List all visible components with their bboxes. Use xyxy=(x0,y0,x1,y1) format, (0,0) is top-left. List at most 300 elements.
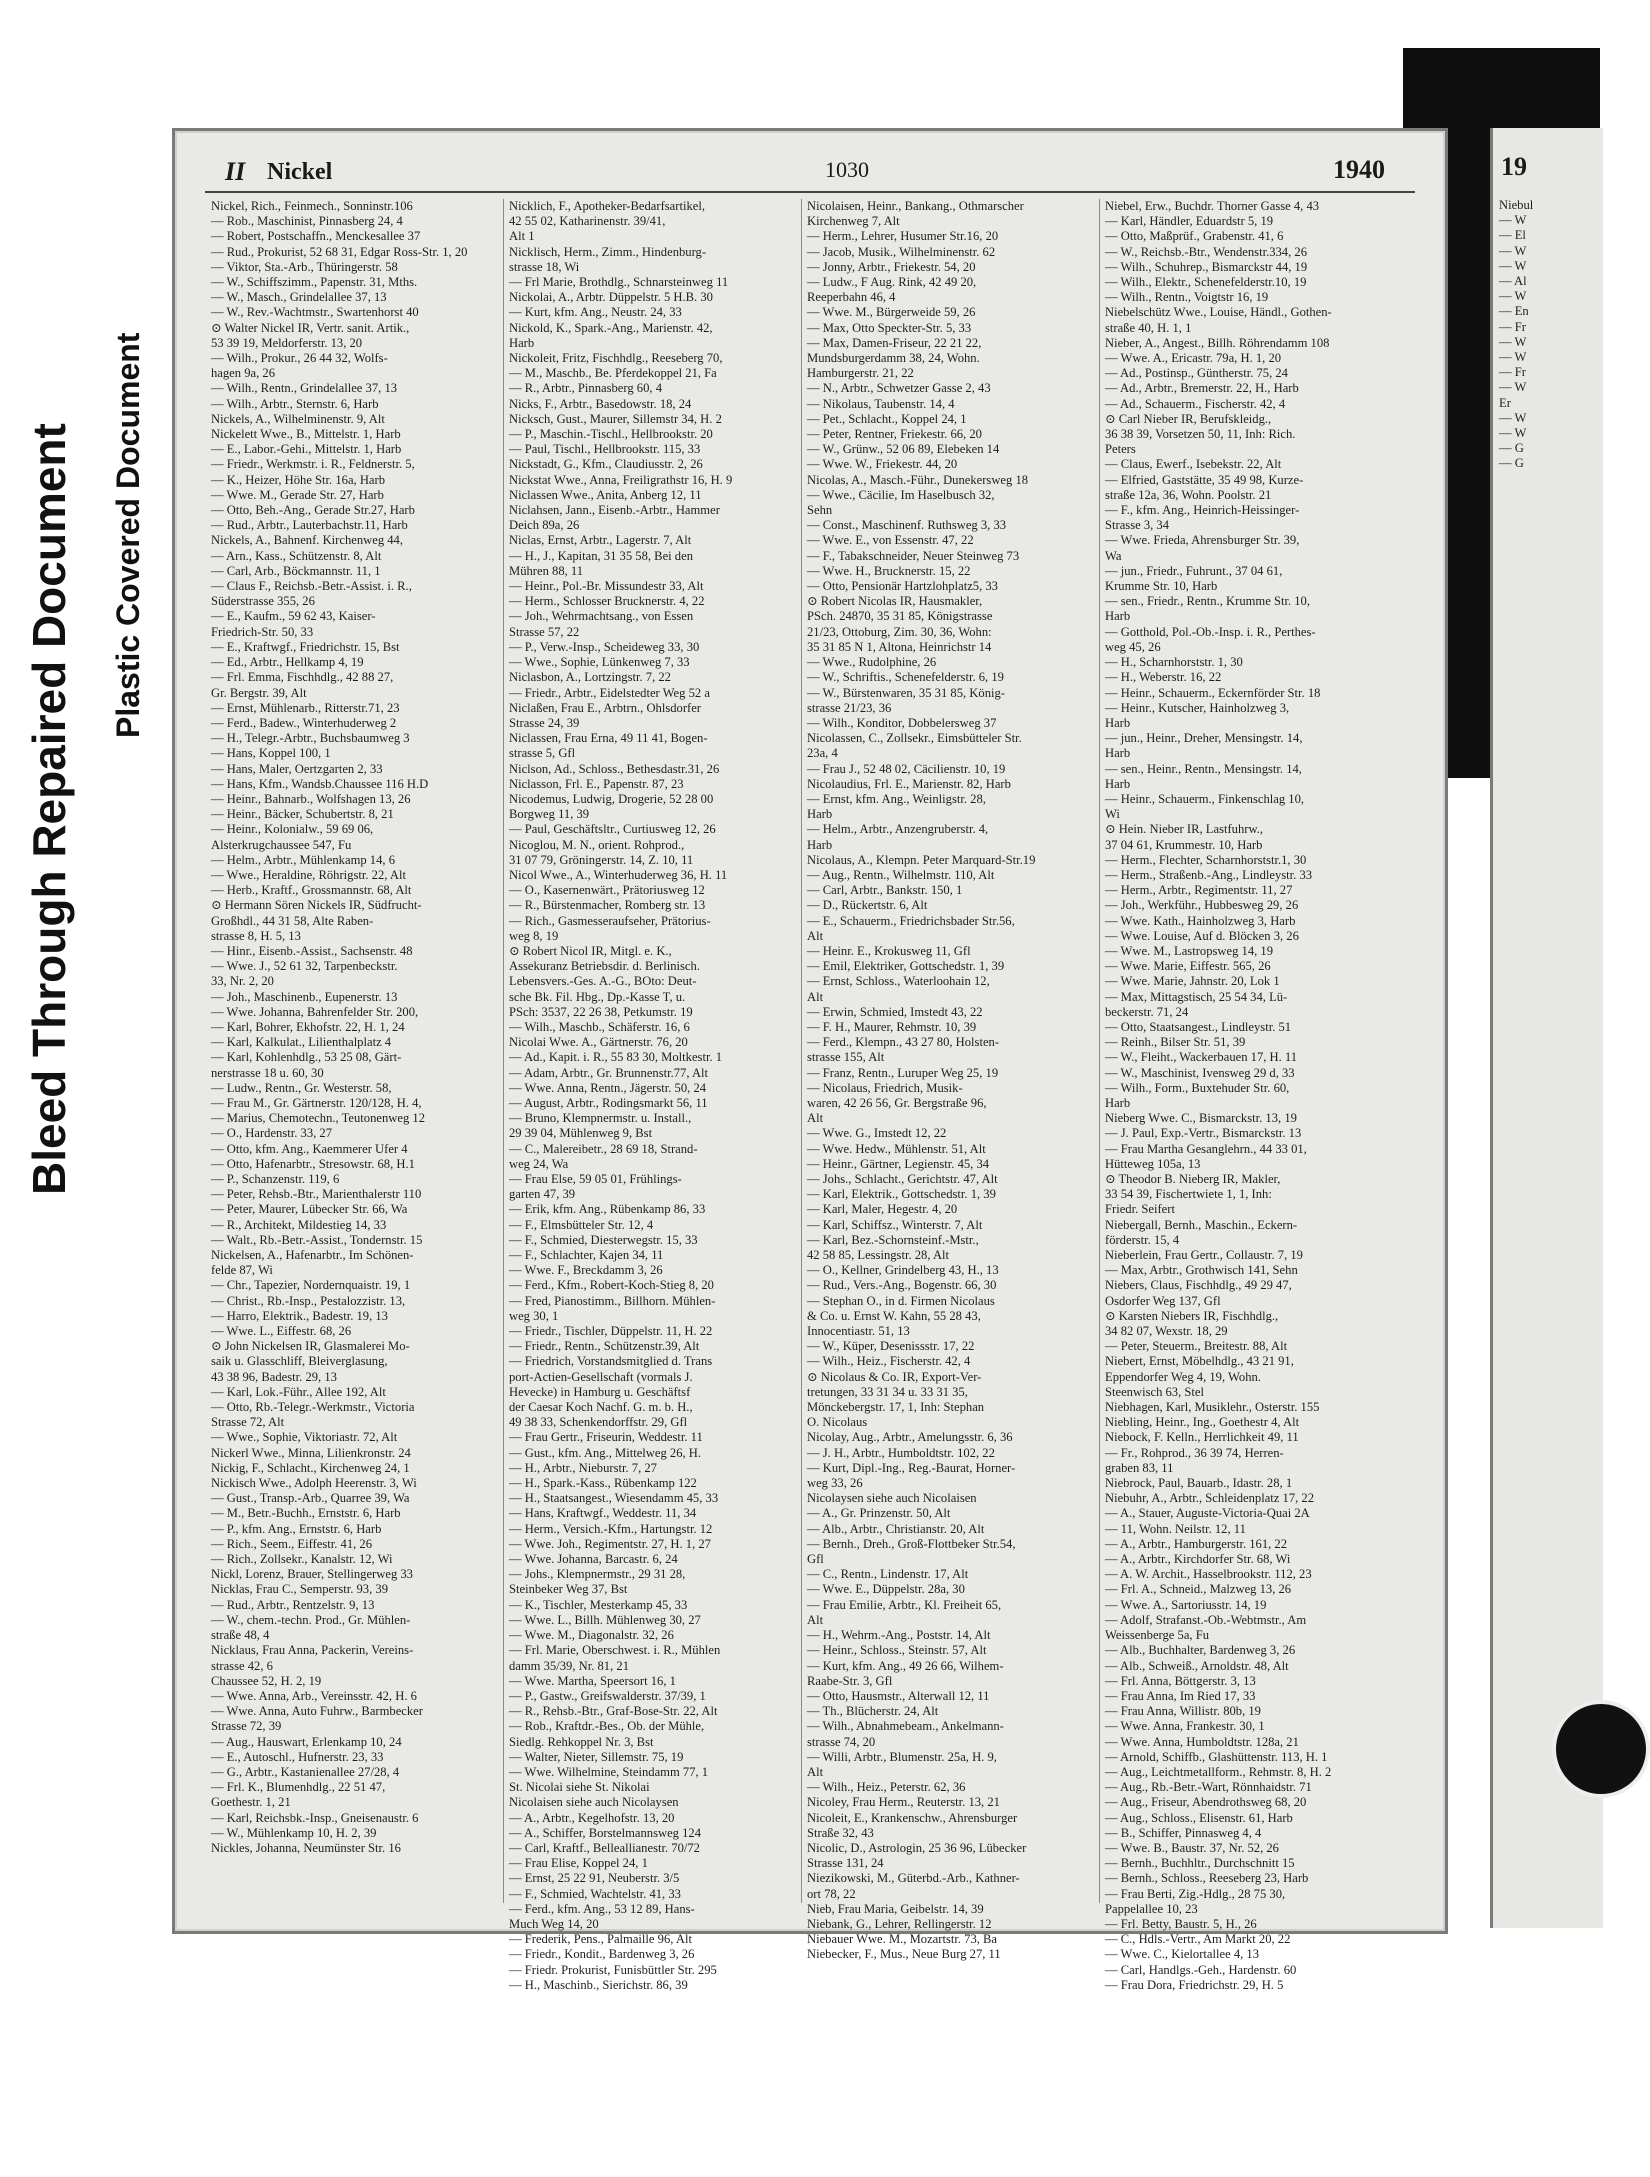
directory-entry: Nickisch Wwe., Adolph Heerenstr. 3, Wi xyxy=(211,1476,417,1491)
directory-entry: — K., Heizer, Höhe Str. 16a, Harb xyxy=(211,472,386,487)
directory-entry: — Ernst, 25 22 91, Neuberstr. 3/5 xyxy=(509,1871,680,1886)
directory-entry: Much Weg 14, 20 xyxy=(509,1916,599,1931)
directory-entry: — Frl. Betty, Baustr. 5, H., 26 xyxy=(1105,1916,1257,1931)
directory-entry: Nicklaus, Frau Anna, Packerin, Vereins- xyxy=(211,1643,414,1658)
directory-entry: — Wwe. J., 52 61 32, Tarpenbeckstr. xyxy=(211,959,398,974)
directory-entry: — Jacob, Musik., Wilhelminenstr. 62 xyxy=(807,244,996,259)
directory-column-3 xyxy=(807,199,1095,1962)
directory-entry: O. Nicolaus xyxy=(807,1415,868,1430)
directory-entry: — Wilh., Elektr., Schenefelderstr.10, 19 xyxy=(1105,275,1307,290)
directory-entry: Großhdl., 44 31 58, Alte Raben- xyxy=(211,913,374,928)
directory-entry: — A., Gr. Prinzenstr. 50, Alt xyxy=(807,1506,951,1521)
directory-entry: — W., Schiffszimm., Papenstr. 31, Mths. xyxy=(211,275,418,290)
directory-entry: — B., Schiffer, Pinnasweg 4, 4 xyxy=(1105,1825,1262,1840)
page-content xyxy=(205,151,1415,1992)
directory-entry: — P., kfm. Ang., Ernststr. 6, Harb xyxy=(211,1521,382,1536)
directory-entry: — Herb., Kraftf., Grossmannstr. 68, Alt xyxy=(211,883,412,898)
directory-entry: Niebel, Erw., Buchdr. Thorner Gasse 4, 43 xyxy=(1105,199,1320,213)
directory-entry: — O., Kellner, Grindelberg 43, H., 13 xyxy=(807,1263,999,1278)
directory-entry: Mundsburgerdamm 38, 24, Wohn. xyxy=(807,351,980,366)
directory-entry: — Ferd., kfm. Ang., 53 12 89, Hans- xyxy=(509,1901,695,1916)
directory-entry: — Wwe. M., Gerade Str. 27, Harb xyxy=(211,487,384,502)
directory-entry: Harb xyxy=(1105,609,1131,624)
directory-entry: strasse 8, H. 5, 13 xyxy=(211,928,301,943)
directory-entry: Friedr. Seifert xyxy=(1105,1202,1175,1217)
directory-entry: Niclasbon, A., Lortzingstr. 7, 22 xyxy=(509,670,671,685)
directory-entry: Nicolaisen siehe auch Nicolaysen xyxy=(509,1795,679,1810)
directory-entry: Niebert, Ernst, Möbelhdlg., 43 21 91, xyxy=(1105,1354,1294,1369)
directory-entry: 37 04 61, Krummestr. 10, Harb xyxy=(1105,837,1263,852)
directory-entry: Nicoley, Frau Herm., Reuterstr. 13, 21 xyxy=(807,1795,1000,1810)
directory-entry: waren, 42 26 56, Gr. Bergstraße 96, xyxy=(807,1095,987,1110)
directory-entry: Nicklich, F., Apotheker-Bedarfsartikel, xyxy=(509,199,705,213)
directory-entry: Steinbeker Weg 37, Bst xyxy=(509,1582,628,1597)
directory-entry: — H., Telegr.-Arbtr., Buchsbaumweg 3 xyxy=(211,731,410,746)
directory-entry: — Heinr., Schauerm., Eckernförder Str. 18 xyxy=(1105,685,1321,700)
directory-entry: — Frau Anna, Im Ried 17, 33 xyxy=(1105,1688,1256,1703)
directory-entry: — A., Stauer, Auguste-Victoria-Quai 2A xyxy=(1105,1506,1310,1521)
directory-entry: Nickstat Wwe., Anna, Freiligrathstr 16, H. 9 xyxy=(509,472,733,487)
directory-entry: Niclas, Ernst, Arbtr., Lagerstr. 7, Alt xyxy=(509,533,692,548)
directory-entry: — F., Tabakschneider, Neuer Steinweg 73 xyxy=(807,548,1020,563)
directory-entry: 33, Nr. 2, 20 xyxy=(211,974,274,989)
library-stamp xyxy=(1552,1700,1650,1798)
directory-entry: — Ed., Arbtr., Hellkamp 4, 19 xyxy=(211,655,364,670)
directory-entry: der Caesar Koch Nachf. G. m. b. H., xyxy=(509,1400,693,1415)
directory-entry: saik u. Glasschliff, Bleiverglasung, xyxy=(211,1354,388,1369)
directory-entry: Niebhagen, Karl, Musiklehr., Osterstr. 155 xyxy=(1105,1400,1320,1415)
directory-entry: St. Nicolai siehe St. Nikolai xyxy=(509,1780,650,1795)
directory-entry: Steenwisch 63, Stel xyxy=(1105,1384,1204,1399)
directory-entry: — P., Verw.-Insp., Scheideweg 33, 30 xyxy=(509,639,700,654)
directory-entry: straße 48, 4 xyxy=(211,1628,270,1643)
directory-entry: Krumme Str. 10, Harb xyxy=(1105,579,1218,594)
directory-entry: — Carl, Arbtr., Bankstr. 150, 1 xyxy=(807,883,963,898)
directory-entry: — Wwe. Johanna, Barcastr. 6, 24 xyxy=(509,1552,678,1567)
adjacent-entry: — W xyxy=(1499,410,1527,425)
directory-entry: — Aug., Schloss., Elisenstr. 61, Harb xyxy=(1105,1810,1293,1825)
directory-entry: — Arn., Kass., Schützenstr. 8, Alt xyxy=(211,548,382,563)
directory-entry: — Ernst, Schloss., Waterloohain 12, xyxy=(807,974,990,989)
directory-entry: — Wwe. C., Kielortallee 4, 13 xyxy=(1105,1947,1260,1962)
directory-entry: — Wwe. Anna, Auto Fuhrw., Barmbecker xyxy=(211,1704,423,1719)
directory-entry: — Wwe. F., Breckdamm 3, 26 xyxy=(509,1263,663,1278)
directory-entry: — E., Kraftwgf., Friedrichstr. 15, Bst xyxy=(211,639,400,654)
directory-entry: 42 55 02, Katharinenstr. 39/41, xyxy=(509,214,666,229)
directory-entry: Niebrock, Paul, Bauarb., Idastr. 28, 1 xyxy=(1105,1476,1293,1491)
directory-entry: — Karl, Reichsbk.-Insp., Gneisenaustr. 6 xyxy=(211,1810,419,1825)
directory-entry: Hütteweg 105a, 13 xyxy=(1105,1156,1201,1171)
directory-entry: garten 47, 39 xyxy=(509,1187,576,1202)
directory-entry: — A., Arbtr., Kirchdorfer Str. 68, Wi xyxy=(1105,1552,1291,1567)
directory-entry: Strasse 72, 39 xyxy=(211,1719,282,1734)
directory-entry: — Frau Emilie, Arbtr., Kl. Freiheit 65, xyxy=(807,1597,1002,1612)
directory-entry: Harb xyxy=(509,335,535,350)
directory-entry: — 11, Wohn. Neilstr. 12, 11 xyxy=(1105,1521,1246,1536)
directory-entry: — Herm., Straßenb.-Ang., Lindleystr. 33 xyxy=(1105,867,1313,882)
directory-entry: — Wwe. Marie, Jahnstr. 20, Lok 1 xyxy=(1105,974,1280,989)
directory-entry: Mönckebergstr. 17, 1, Inh: Stephan xyxy=(807,1400,985,1415)
directory-entry: — H., Spark.-Kass., Rübenkamp 122 xyxy=(509,1476,697,1491)
directory-entry: — Otto, Hausmstr., Alterwall 12, 11 xyxy=(807,1688,990,1703)
directory-entry: Reeperbahn 46, 4 xyxy=(807,290,896,305)
directory-entry: — Karl, Lok.-Führ., Allee 192, Alt xyxy=(211,1384,386,1399)
directory-entry: — Heinr. E., Krokusweg 11, Gfl xyxy=(807,943,971,958)
directory-entry: — Aug., Leichtmetallform., Rehmstr. 8, H. 2 xyxy=(1105,1764,1332,1779)
directory-entry: Nieb, Frau Maria, Geibelstr. 14, 39 xyxy=(807,1901,984,1916)
directory-entry: — Wwe. Anna, Arb., Vereinsstr. 42, H. 6 xyxy=(211,1688,417,1703)
directory-entry: — Christ., Rb.-Insp., Pestalozzistr. 13, xyxy=(211,1293,406,1308)
directory-entry: 34 82 07, Wexstr. 18, 29 xyxy=(1105,1324,1228,1339)
directory-entry: — F., Schmied, Wachtelstr. 41, 33 xyxy=(509,1886,681,1901)
directory-entry: strasse 5, Gfl xyxy=(509,746,576,761)
directory-entry: — Otto, Maßprüf., Grabenstr. 41, 6 xyxy=(1105,229,1284,244)
directory-entry: — Joh., Wehrmachtsang., von Essen xyxy=(509,609,694,624)
directory-entry: — Peter, Rehsb.-Btr., Marienthalerstr 110 xyxy=(211,1187,422,1202)
directory-entry: — A., Schiffer, Borstelmannsweg 124 xyxy=(509,1825,701,1840)
directory-entry: 35 31 85 N 1, Altona, Heinrichstr 14 xyxy=(807,639,992,654)
directory-entry: felde 87, Wi xyxy=(211,1263,273,1278)
directory-entry: — C., Hdls.-Vertr., Am Markt 20, 22 xyxy=(1105,1932,1291,1947)
directory-entry: — Wwe. Anna, Frankestr. 30, 1 xyxy=(1105,1719,1265,1734)
directory-entry: — Frau Martha Gesanglehrn., 44 33 01, xyxy=(1105,1141,1307,1156)
directory-entry: — Carl, Arb., Böckmannstr. 11, 1 xyxy=(211,563,381,578)
adjacent-entry: Er xyxy=(1499,395,1511,410)
directory-entry: Raabe-Str. 3, Gfl xyxy=(807,1673,893,1688)
directory-page xyxy=(172,128,1448,1992)
directory-entry: Alt xyxy=(807,928,824,943)
directory-entry: — F., kfm. Ang., Heinrich-Heissinger- xyxy=(1105,503,1300,518)
directory-entry: — H., Wehrm.-Ang., Poststr. 14, Alt xyxy=(807,1628,991,1643)
directory-entry: — Hans, Maler, Oertzgarten 2, 33 xyxy=(211,761,383,776)
directory-entry: förderstr. 15, 4 xyxy=(1105,1232,1180,1247)
directory-entry: — Pet., Schlacht., Koppel 24, 1 xyxy=(807,411,967,426)
directory-entry: — Carl, Handlgs.-Geh., Hardenstr. 60 xyxy=(1105,1962,1297,1977)
directory-entry: — Ferd., Badew., Winterhuderweg 2 xyxy=(211,715,397,730)
directory-entry: — E., Schauerm., Friedrichsbader Str.56, xyxy=(807,913,1015,928)
directory-entry: Strasse 131, 24 xyxy=(807,1856,884,1871)
running-head-name: Nickel xyxy=(267,159,333,185)
directory-entry: — M., Betr.-Buchh., Ernststr. 6, Harb xyxy=(211,1506,401,1521)
directory-entry: Kirchenweg 7, Alt xyxy=(807,214,900,229)
directory-entry: Lebensvers.-Ges. A.-G., BOto: Deut- xyxy=(509,974,697,989)
directory-entry: Nicolas, A., Masch.-Führ., Dunekersweg 18 xyxy=(807,472,1029,487)
adjacent-entry: — W xyxy=(1499,380,1527,395)
directory-entry: — Friedr., Rentn., Schützenstr.39, Alt xyxy=(509,1339,700,1354)
directory-entry: Nieberlein, Frau Gertr., Collaustr. 7, 19 xyxy=(1105,1248,1303,1263)
adjacent-page xyxy=(1490,128,1603,1928)
directory-entry: 31 07 79, Gröningerstr. 14, Z. 10, 11 xyxy=(509,852,694,867)
adjacent-entry: — Al xyxy=(1499,274,1527,289)
directory-entry: Nickold, K., Spark.-Ang., Marienstr. 42, xyxy=(509,320,713,335)
directory-entry: — Aug., Rentn., Wilhelmstr. 110, Alt xyxy=(807,867,995,882)
directory-entry: — Ferd., Kfm., Robert-Koch-Stieg 8, 20 xyxy=(509,1278,714,1293)
directory-entry: — Nicolaus, Friedrich, Musik- xyxy=(807,1080,963,1095)
directory-entry: — F., Schmied, Diesterwegstr. 15, 33 xyxy=(509,1232,698,1247)
directory-entry: — Wwe. Joh., Regimentstr. 27, H. 1, 27 xyxy=(509,1536,711,1551)
directory-entry: ⊙ Karsten Niebers IR, Fischhdlg., xyxy=(1105,1308,1279,1323)
directory-entry: — Hans, Koppel 100, 1 xyxy=(211,746,331,761)
directory-entry: — Frau Else, 59 05 01, Frühlings- xyxy=(509,1172,682,1186)
directory-entry: — Heinr., Kolonialw., 59 69 06, xyxy=(211,822,374,837)
directory-entry: 42 58 85, Lessingstr. 28, Alt xyxy=(807,1248,950,1263)
directory-entry: — A., Arbtr., Hamburgerstr. 161, 22 xyxy=(1105,1536,1288,1551)
directory-entry: — Wwe. Wilhelmine, Steindamm 77, 1 xyxy=(509,1764,709,1779)
directory-entry: — Carl, Kraftf., Belleallianestr. 70/72 xyxy=(509,1840,700,1855)
adjacent-entry: — W xyxy=(1499,289,1527,304)
directory-entry: Nicolassen, C., Zollsekr., Eimsbütteler Str. xyxy=(807,731,1022,746)
column-divider xyxy=(1099,199,1100,1903)
directory-entry: Nickolai, A., Arbtr. Düppelstr. 5 H.B. 30 xyxy=(509,290,713,305)
directory-entry: — Kurt, Dipl.-Ing., Reg.-Baurat, Horner- xyxy=(807,1460,1016,1475)
directory-entry: — E., Autoschl., Hufnerstr. 23, 33 xyxy=(211,1749,384,1764)
directory-entry: — P., Maschin.-Tischl., Hellbrookstr. 20 xyxy=(509,427,713,442)
directory-entry: — Walt., Rb.-Betr.-Assist., Tondernstr. 15 xyxy=(211,1232,423,1247)
directory-entry: — Elfried, Gaststätte, 35 49 98, Kurze- xyxy=(1105,472,1304,487)
directory-column-1 xyxy=(211,199,499,1903)
directory-entry: — Frl. K., Blumenhdlg., 22 51 47, xyxy=(211,1780,386,1795)
directory-entry: — Nikolaus, Taubenstr. 14, 4 xyxy=(807,396,955,411)
directory-entry: — Robert, Postschaffn., Menckesallee 37 xyxy=(211,229,421,244)
directory-entry: — Bruno, Klempnermstr. u. Install., xyxy=(509,1111,692,1126)
directory-entry: Innocentiastr. 51, 13 xyxy=(807,1324,910,1339)
directory-entry: — Peter, Steuerm., Breitestr. 88, Alt xyxy=(1105,1339,1288,1354)
directory-entry: — Friedr., Tischler, Düppelstr. 11, H. 22 xyxy=(509,1324,713,1339)
directory-entry: 21/23, Ottoburg, Zim. 30, 36, Wohn: xyxy=(807,624,992,639)
directory-entry: Friedrich-Str. 50, 33 xyxy=(211,624,314,639)
directory-entry: — Frau M., Gr. Gärtnerstr. 120/128, H. 4, xyxy=(211,1095,422,1110)
directory-entry: Nickels, A., Wilhelminenstr. 9, Alt xyxy=(211,411,385,426)
directory-entry: — W., Küper, Desenissstr. 17, 22 xyxy=(807,1339,975,1354)
adjacent-entry: — W xyxy=(1499,258,1527,273)
directory-entry: — R., Arbtr., Pinnasberg 60, 4 xyxy=(509,381,662,396)
directory-entry: — Heinr., Pol.-Br. Missundestr 33, Alt xyxy=(509,579,704,594)
directory-entry: Nicol Wwe., A., Winterhuderweg 36, H. 11 xyxy=(509,867,728,882)
directory-entry: ⊙ Nicolaus & Co. IR, Export-Ver- xyxy=(807,1369,982,1384)
directory-entry: Nicodemus, Ludwig, Drogerie, 52 28 00 xyxy=(509,791,714,806)
directory-entry: — Herm., Lehrer, Husumer Str.16, 20 xyxy=(807,229,999,244)
directory-entry: — Peter, Maurer, Lübecker Str. 66, Wa xyxy=(211,1202,408,1217)
directory-year: 1940 xyxy=(1333,155,1385,184)
directory-entry: — Marius, Chemotechn., Teutonenweg 12 xyxy=(211,1111,425,1126)
section-number: II xyxy=(225,157,246,186)
directory-entry: Straße 32, 43 xyxy=(807,1825,874,1840)
directory-entry: — Alb., Arbtr., Christianstr. 20, Alt xyxy=(807,1521,985,1536)
directory-entry: — Aug., Hauswart, Erlenkamp 10, 24 xyxy=(211,1734,402,1749)
directory-entry: — Wwe. M., Lastropsweg 14, 19 xyxy=(1105,943,1274,958)
directory-entry: — Franz, Rentn., Luruper Weg 25, 19 xyxy=(807,1065,999,1080)
directory-entry: — Karl, Schiffsz., Winterstr. 7, Alt xyxy=(807,1217,983,1232)
directory-entry: Niclassen Wwe., Anita, Anberg 12, 11 xyxy=(509,487,702,502)
directory-entry: — W., Maschinist, Ivensweg 29 d, 33 xyxy=(1105,1065,1295,1080)
directory-entry: Harb xyxy=(1105,746,1131,761)
directory-entry: — W., Grünw., 52 06 89, Elebeken 14 xyxy=(807,442,1000,457)
directory-entry: Chaussee 52, H. 2, 19 xyxy=(211,1673,322,1688)
directory-entry: Nickelett Wwe., B., Mittelstr. 1, Harb xyxy=(211,427,401,442)
directory-entry: 53 39 19, Meldorferstr. 13, 20 xyxy=(211,335,363,350)
directory-entry: — W., Fleiht., Wackerbauen 17, H. 11 xyxy=(1105,1050,1298,1065)
page-header xyxy=(205,151,1415,193)
directory-entry: — Herm., Flechter, Scharnhorststr.1, 30 xyxy=(1105,852,1307,867)
directory-column-4 xyxy=(1105,199,1393,1992)
directory-entry: — Herm., Versich.-Kfm., Hartungstr. 12 xyxy=(509,1521,713,1536)
directory-entry: Harb xyxy=(807,837,833,852)
directory-entry: — Ludw., F Aug. Rink, 42 49 20, xyxy=(807,275,977,290)
directory-entry: — Viktor, Sta.-Arb., Thüringerstr. 58 xyxy=(211,259,398,274)
directory-entry: — Friedr., Arbtr., Eidelstedter Weg 52 a xyxy=(509,685,710,700)
directory-entry: Nieber, A., Angest., Billh. Röhrendamm 108 xyxy=(1105,335,1330,350)
directory-entry: — Johs., Klempnermstr., 29 31 28, xyxy=(509,1567,686,1582)
directory-entry: — Frl Marie, Brothdlg., Schnarsteinweg 11 xyxy=(509,275,729,290)
directory-entry: — Frl. A., Schneid., Malzweg 13, 26 xyxy=(1105,1582,1292,1597)
directory-entry: Gr. Bergstr. 39, Alt xyxy=(211,685,307,700)
directory-entry: — Claus F., Reichsb.-Betr.-Assist. i. R., xyxy=(211,579,412,594)
directory-entry: — Heinr., Schloss., Steinstr. 57, Alt xyxy=(807,1643,987,1658)
directory-entry: Osdorfer Weg 137, Gfl xyxy=(1105,1293,1221,1308)
directory-entry: — Wilh., Form., Buxtehuder Str. 60, xyxy=(1105,1080,1290,1095)
directory-entry: Nicolaus, A., Klempn. Peter Marquard-Str.19 xyxy=(807,852,1036,867)
directory-entry: — Bernh., Buchhltr., Durchschnitt 15 xyxy=(1105,1856,1295,1871)
directory-entry: — J. Paul, Exp.-Vertr., Bismarckstr. 13 xyxy=(1105,1126,1302,1141)
directory-entry: — Wwe., Rudolphine, 26 xyxy=(807,655,937,670)
directory-entry: — Herm., Schlosser Brucknerstr. 4, 22 xyxy=(509,594,705,609)
directory-entry: PSch. 24870, 35 31 85, Königstrasse xyxy=(807,609,993,624)
directory-entry: — Wwe. M., Diagonalstr. 32, 26 xyxy=(509,1628,674,1643)
directory-entry: port-Actien-Gesellschaft (vormals J. xyxy=(509,1369,693,1384)
directory-entry: Gfl xyxy=(807,1552,824,1567)
directory-entry: Süderstrasse 355, 26 xyxy=(211,594,315,609)
directory-entry: — Wilh., Prokur., 26 44 32, Wolfs- xyxy=(211,351,388,366)
directory-entry: — Wwe., Heraldine, Röhrigstr. 22, Alt xyxy=(211,867,406,882)
directory-entry: — Wilh., Konditor, Dobbelersweg 37 xyxy=(807,715,997,730)
directory-entry: — P., Gastw., Greifswalderstr. 37/39, 1 xyxy=(509,1688,706,1703)
directory-entry: — Wilh., Schuhrep., Bismarckstr 44, 19 xyxy=(1105,259,1308,274)
directory-entry: — Stephan O., in d. Firmen Nicolaus xyxy=(807,1293,995,1308)
adjacent-entry: — Fr xyxy=(1499,365,1526,380)
directory-entry: — Wilh., Rentn., Grindelallee 37, 13 xyxy=(211,381,398,396)
directory-entry: — Otto, kfm. Ang., Kaemmerer Ufer 4 xyxy=(211,1141,408,1156)
directory-entry: — Ferd., Klempn., 43 27 80, Holsten- xyxy=(807,1035,1000,1050)
directory-entry: — W., Schriftis., Schenefelderstr. 6, 19 xyxy=(807,670,1004,685)
directory-entry: — Rud., Arbtr., Lauterbachstr.11, Harb xyxy=(211,518,408,533)
directory-entry: — M., Maschb., Be. Pferdekoppel 21, Fa xyxy=(509,366,717,381)
directory-entry: — Otto, Rb.-Telegr.-Werkmstr., Victoria xyxy=(211,1400,415,1415)
directory-entry: Pappelallee 10, 23 xyxy=(1105,1901,1198,1916)
directory-entry: Nicolai Wwe. A., Gärtnerstr. 76, 20 xyxy=(509,1035,688,1050)
directory-entry: — J. H., Arbtr., Humboldtstr. 102, 22 xyxy=(807,1445,995,1460)
directory-entry: — Wilh., Heiz., Fischerstr. 42, 4 xyxy=(807,1354,971,1369)
directory-entry: — Wilh., Heiz., Peterstr. 62, 36 xyxy=(807,1780,966,1795)
directory-entry: — Frl. Anna, Böttgerstr. 3, 13 xyxy=(1105,1673,1256,1688)
directory-entry: — R., Bürstenmacher, Romberg str. 13 xyxy=(509,898,706,913)
directory-entry: — Willi, Arbtr., Blumenstr. 25a, H. 9, xyxy=(807,1749,997,1764)
directory-entry: — A. W. Archit., Hasselbrookstr. 112, 23 xyxy=(1105,1567,1312,1582)
directory-entry: — Wwe. Anna, Humboldtstr. 128a, 21 xyxy=(1105,1734,1299,1749)
directory-entry: — Rich., Seem., Eiffestr. 41, 26 xyxy=(211,1536,373,1551)
directory-entry: — Wwe. E., von Essenstr. 47, 22 xyxy=(807,533,974,548)
directory-entry: — Max, Arbtr., Grothwisch 141, Sehn xyxy=(1105,1263,1298,1278)
directory-entry: — Frl. Emma, Fischhdlg., 42 88 27, xyxy=(211,670,394,685)
directory-entry: — Fr., Rohprod., 36 39 74, Herren- xyxy=(1105,1445,1284,1460)
directory-entry: — Chr., Tapezier, Nordernquaistr. 19, 1 xyxy=(211,1278,411,1293)
directory-entry: — Karl, Bohrer, Ekhofstr. 22, H. 1, 24 xyxy=(211,1019,405,1034)
directory-entry: — Wwe. Martha, Speersort 16, 1 xyxy=(509,1673,676,1688)
directory-entry: — Wwe. Johanna, Bahrenfelder Str. 200, xyxy=(211,1004,419,1019)
directory-entry: — Kurt, kfm. Ang., 49 26 66, Wilhem- xyxy=(807,1658,1004,1673)
directory-entry: Nicolaisen, Heinr., Bankang., Othmarscher xyxy=(807,199,1024,213)
directory-entry: — Fred, Pianostimm., Billhorn. Mühlen- xyxy=(509,1293,716,1308)
directory-entry: Weissenberge 5a, Fu xyxy=(1105,1628,1210,1643)
directory-entry: Niebank, G., Lehrer, Rellingerstr. 12 xyxy=(807,1916,992,1931)
directory-entry: Niebling, Heinr., Ing., Goethestr 4, Alt xyxy=(1105,1415,1300,1430)
directory-entry: 29 39 04, Mühlenweg 9, Bst xyxy=(509,1126,653,1141)
directory-entry: — Joh., Werkführ., Hubbesweg 29, 26 xyxy=(1105,898,1299,913)
directory-entry: — Rud., Prokurist, 52 68 31, Edgar Ross-Str. 1, 20 xyxy=(211,244,468,259)
directory-entry: — W., Masch., Grindelallee 37, 13 xyxy=(211,290,387,305)
directory-entry: — Hans, Kfm., Wandsb.Chaussee 116 H.D xyxy=(211,776,429,791)
directory-entry: — Bernh., Dreh., Groß-Flottbeker Str.54, xyxy=(807,1536,1016,1551)
directory-entry: Strasse 57, 22 xyxy=(509,624,580,639)
directory-entry: — H., Arbtr., Nieburstr. 7, 27 xyxy=(509,1460,657,1475)
directory-entry: Wa xyxy=(1105,548,1122,563)
directory-entry: & Co. u. Ernst W. Kahn, 55 28 43, xyxy=(807,1308,981,1323)
directory-entry: — Frederik, Pens., Palmaille 96, Alt xyxy=(509,1932,692,1947)
directory-entry: Strasse 3, 34 xyxy=(1105,518,1170,533)
directory-entry: — Friedr. Prokurist, Funisbüttler Str. 295 xyxy=(509,1962,717,1977)
directory-entry: strasse 42, 6 xyxy=(211,1658,273,1673)
directory-entry: weg 30, 1 xyxy=(509,1308,559,1323)
directory-entry: — Wwe. B., Baustr. 37, Nr. 52, 26 xyxy=(1105,1840,1279,1855)
directory-entry: Alsterkrugchaussee 547, Fu xyxy=(211,837,352,852)
directory-entry: — H., Weberstr. 16, 22 xyxy=(1105,670,1222,685)
directory-entry: — G., Arbtr., Kastanienallee 27/28, 4 xyxy=(211,1764,400,1779)
directory-entry: — Otto, Beh.-Ang., Gerade Str.27, Harb xyxy=(211,503,415,518)
directory-entry: Harb xyxy=(1105,1095,1131,1110)
directory-entry: ⊙ Carl Nieber IR, Berufskleidg., xyxy=(1105,411,1272,426)
directory-entry: — Ad., Postinsp., Güntherstr. 75, 24 xyxy=(1105,366,1288,381)
directory-entry: — jun., Friedr., Fuhrunt., 37 04 61, xyxy=(1105,563,1283,578)
directory-entry: — Karl, Bez.-Schornsteinf.-Mstr., xyxy=(807,1232,979,1247)
directory-entry: — sen., Heinr., Rentn., Mensingstr. 14, xyxy=(1105,761,1302,776)
directory-entry: — W., Rev.-Wachtmstr., Swartenhorst 40 xyxy=(211,305,419,320)
directory-entry: — Wwe. Kath., Hainholzweg 3, Harb xyxy=(1105,913,1296,928)
directory-entry: — Wwe. Hedw., Mühlenstr. 51, Alt xyxy=(807,1141,986,1156)
directory-entry: — Wwe. G., Imstedt 12, 22 xyxy=(807,1126,947,1141)
directory-entry: — Rud., Vers.-Ang., Bogenstr. 66, 30 xyxy=(807,1278,997,1293)
directory-entry: Nickoleit, Fritz, Fischhdlg., Reeseberg 70, xyxy=(509,351,723,366)
directory-entry: — Heinr., Schauerm., Finkenschlag 10, xyxy=(1105,791,1305,806)
directory-entry: graben 83, 11 xyxy=(1105,1460,1174,1475)
directory-entry: Harb xyxy=(807,807,833,822)
directory-entry: — Joh., Maschinenb., Eupenerstr. 13 xyxy=(211,989,398,1004)
directory-entry: Strasse 24, 39 xyxy=(509,715,580,730)
directory-entry: — Heinr., Kutscher, Hainholzweg 3, xyxy=(1105,700,1290,715)
directory-entry: — N., Arbtr., Schwetzer Gasse 2, 43 xyxy=(807,381,991,396)
adjacent-entry: — G xyxy=(1499,441,1524,456)
directory-entry: — Wwe. Marie, Eiffestr. 565, 26 xyxy=(1105,959,1271,974)
directory-entry: — Wwe. L., Eiffestr. 68, 26 xyxy=(211,1324,352,1339)
directory-entry: — H., Staatsangest., Wiesendamm 45, 33 xyxy=(509,1491,719,1506)
directory-entry: — Wilh., Rentn., Voigtstr 16, 19 xyxy=(1105,290,1269,305)
directory-entry: — Reinh., Bilser Str. 51, 39 xyxy=(1105,1035,1246,1050)
directory-entry: Alt xyxy=(807,1111,824,1126)
directory-entry: — W., Reichsb.-Btr., Wendenstr.334, 26 xyxy=(1105,244,1307,259)
directory-entry: — Karl, Maler, Hegestr. 4, 20 xyxy=(807,1202,958,1217)
directory-entry: ⊙ Walter Nickel IR, Vertr. sanit. Artik., xyxy=(211,320,410,335)
directory-entry: nerstrasse 18 u. 60, 30 xyxy=(211,1065,324,1080)
directory-entry: — Heinr., Bahnarb., Wolfshagen 13, 26 xyxy=(211,791,411,806)
directory-entry: — Wwe., Sophie, Lünkenweg 7, 33 xyxy=(509,655,690,670)
